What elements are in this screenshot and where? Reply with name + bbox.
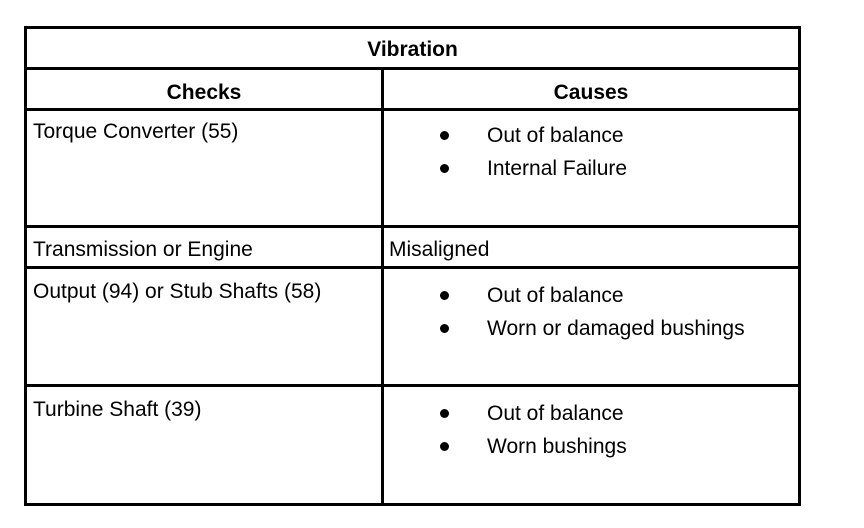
bullet-icon xyxy=(440,164,449,173)
table-title: Vibration xyxy=(367,38,458,61)
bullet-icon xyxy=(440,291,449,300)
check-cell: Output (94) or Stub Shafts (58) xyxy=(33,280,322,303)
cause-text: Out of balance xyxy=(487,124,624,147)
table-rule xyxy=(27,384,798,387)
cause-text: Out of balance xyxy=(487,402,624,425)
causes-list xyxy=(440,279,745,345)
cause-item xyxy=(440,397,627,430)
vibration-table xyxy=(24,26,801,506)
check-cell: Transmission or Engine xyxy=(33,238,253,261)
cause-text: Out of balance xyxy=(487,284,624,307)
bullet-icon xyxy=(440,324,449,333)
cause-item xyxy=(440,312,745,345)
cause-text: Internal Failure xyxy=(487,157,628,180)
causes-list xyxy=(440,119,627,185)
cause-item xyxy=(440,152,627,185)
check-cell: Turbine Shaft (39) xyxy=(33,398,202,421)
bullet-icon xyxy=(440,131,449,140)
table-rule xyxy=(27,266,798,269)
bullet-icon xyxy=(440,442,449,451)
check-cell: Torque Converter (55) xyxy=(33,120,239,143)
cause-item xyxy=(440,279,745,312)
table-rule xyxy=(27,225,798,228)
cause-cell: Misaligned xyxy=(389,238,490,261)
cause-item xyxy=(440,430,627,463)
cause-item xyxy=(440,119,627,152)
header-causes: Causes xyxy=(553,81,629,104)
bullet-icon xyxy=(440,409,449,418)
cause-text: Worn or damaged bushings xyxy=(487,317,745,340)
column-divider xyxy=(381,67,384,503)
causes-list xyxy=(440,397,627,463)
cause-text: Worn bushings xyxy=(487,435,627,458)
header-checks: Checks xyxy=(166,81,242,104)
